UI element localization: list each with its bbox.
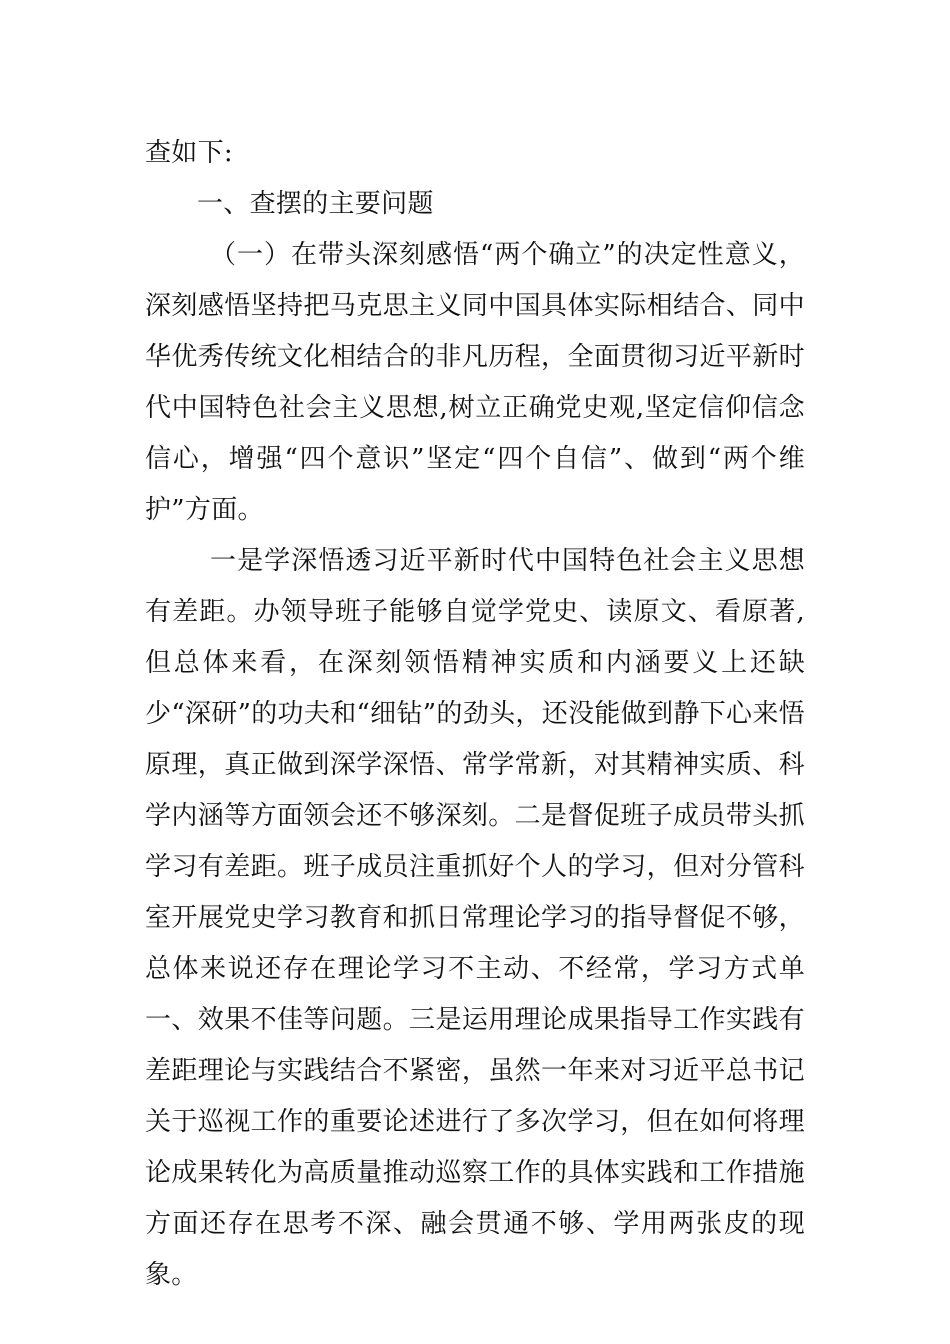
intro-line: 查如下: <box>145 138 233 168</box>
document-body <box>145 128 805 1301</box>
body-paragraph: 一是学深悟透习近平新时代中国特色社会主义思想有差距。办领导班子能够自觉学党史、读原文、看原著,但总体来看，在深刻领悟精神实质和内涵要义上还缺少“深研”的功夫和“细钻”的劲头，还没能做到静下心来悟原理，真正做到深学深悟、常学常新，对其精神实质、科学内涵等方面领会还不够深刻。二是督促班子成员带头抓学习有差距。班子成员注重抓好个人的学习，但对分管科室开展党史学习教育和抓日常理论学习的指导督促不够，总体来说还存在理论学习不主动、不经常，学习方式单一、效果不佳等问题。三是运用理论成果指导工作实践有差距理论与实践结合不紧密，虽然一年来对习近平总书记关于巡视工作的重要论述进行了多次学习，但在如何将理论成果转化为高质量推动巡察工作的具体实践和工作措施方面还存在思考不深、融会贯通不够、学用两张皮的现象。 <box>145 546 805 1290</box>
subsection-heading: （一）在带头深刻感悟“两个确立”的决定性意义，深刻感悟坚持把马克思主义同中国具体实际相结合、同中华优秀传统文化相结合的非凡历程，全面贯彻习近平新时代中国特色社会主义思想,树立正确党史观,坚定信仰信念信心，增强“四个意识”坚定“四个自信”、做到“两个维护”方面。 <box>145 240 805 525</box>
section-heading: 一、查摆的主要问题 <box>197 189 434 219</box>
